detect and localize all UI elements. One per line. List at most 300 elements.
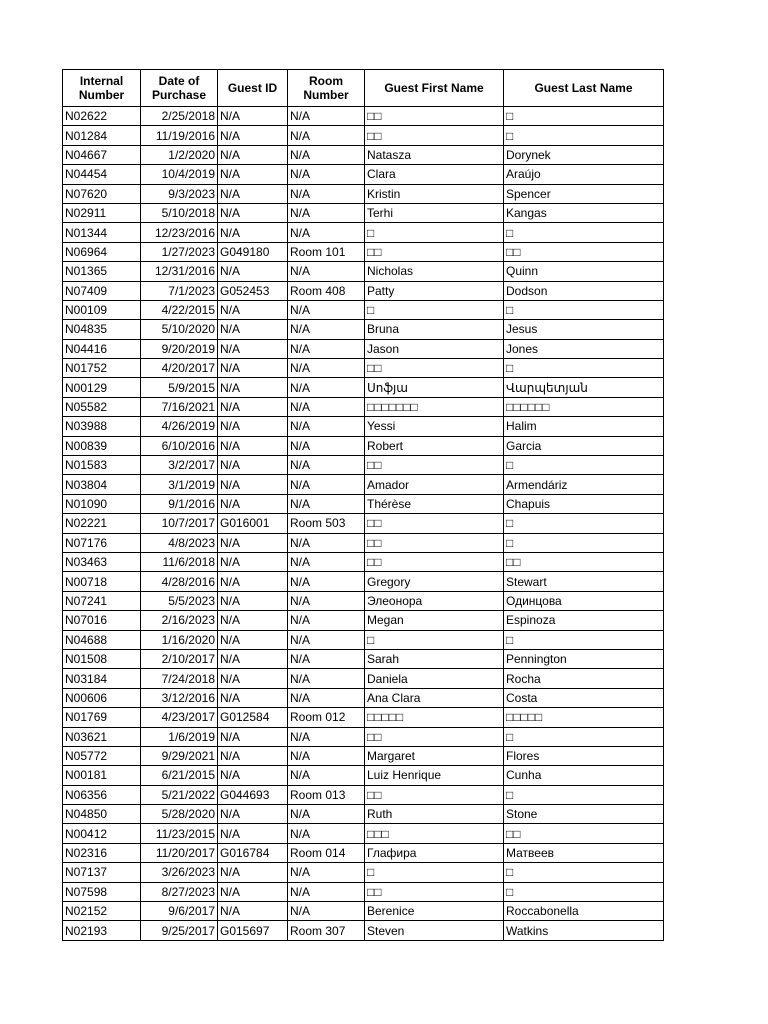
internal-number-cell: N01508	[63, 649, 141, 668]
table-row	[63, 843, 664, 862]
internal-number-cell: N02221	[63, 514, 141, 533]
guest-first-name-cell: □	[365, 630, 504, 649]
room-number-cell: N/A	[288, 766, 365, 785]
table-row	[63, 378, 664, 397]
internal-number-cell: N02193	[63, 921, 141, 940]
table-row	[63, 397, 664, 416]
room-number-cell: N/A	[288, 727, 365, 746]
header-row	[63, 70, 664, 107]
date-of-purchase-cell: 8/27/2023	[141, 882, 218, 901]
table-row	[63, 262, 664, 281]
room-number-cell: N/A	[288, 223, 365, 242]
guest-first-name-cell: Margaret	[365, 746, 504, 765]
table-row	[63, 882, 664, 901]
guest-id-cell: N/A	[218, 126, 288, 145]
guest-id-cell: N/A	[218, 902, 288, 921]
guest-id-cell: N/A	[218, 359, 288, 378]
date-of-purchase-cell: 9/6/2017	[141, 902, 218, 921]
table-row	[63, 921, 664, 940]
date-of-purchase-cell: 2/25/2018	[141, 107, 218, 126]
internal-number-cell: N00718	[63, 572, 141, 591]
date-of-purchase-cell: 5/5/2023	[141, 591, 218, 610]
guest-first-name-cell: Clara	[365, 165, 504, 184]
header-internal-number: Internal Number	[63, 70, 141, 107]
room-number-cell: Room 014	[288, 843, 365, 862]
table-row	[63, 902, 664, 921]
guest-first-name-cell: □	[365, 863, 504, 882]
guest-id-cell: N/A	[218, 863, 288, 882]
guest-last-name-cell: Costa	[504, 688, 664, 707]
internal-number-cell: N07137	[63, 863, 141, 882]
guest-last-name-cell: □	[504, 456, 664, 475]
guest-id-cell: N/A	[218, 669, 288, 688]
date-of-purchase-cell: 7/24/2018	[141, 669, 218, 688]
table-row	[63, 708, 664, 727]
room-number-cell: N/A	[288, 300, 365, 319]
room-number-cell: N/A	[288, 669, 365, 688]
room-number-cell: N/A	[288, 649, 365, 668]
guest-first-name-cell: □□	[365, 242, 504, 261]
guest-last-name-cell: Матвеев	[504, 843, 664, 862]
guest-last-name-cell: Araújo	[504, 165, 664, 184]
room-number-cell: Room 012	[288, 708, 365, 727]
room-number-cell: N/A	[288, 145, 365, 164]
date-of-purchase-cell: 1/27/2023	[141, 242, 218, 261]
guest-last-name-cell: □	[504, 223, 664, 242]
date-of-purchase-cell: 1/6/2019	[141, 727, 218, 746]
guest-id-cell: N/A	[218, 805, 288, 824]
internal-number-cell: N01769	[63, 708, 141, 727]
date-of-purchase-cell: 5/21/2022	[141, 785, 218, 804]
table-row	[63, 417, 664, 436]
header-room-number: Room Number	[288, 70, 365, 107]
guest-id-cell: N/A	[218, 611, 288, 630]
room-number-cell: N/A	[288, 203, 365, 222]
header-guest-first-name: Guest First Name	[365, 70, 504, 107]
table-row	[63, 359, 664, 378]
guest-last-name-cell: □□□□□	[504, 708, 664, 727]
guest-first-name-cell: Ana Clara	[365, 688, 504, 707]
guest-id-cell: N/A	[218, 436, 288, 455]
internal-number-cell: N04688	[63, 630, 141, 649]
internal-number-cell: N06964	[63, 242, 141, 261]
internal-number-cell: N02152	[63, 902, 141, 921]
table-row	[63, 184, 664, 203]
guest-last-name-cell: Halim	[504, 417, 664, 436]
date-of-purchase-cell: 4/8/2023	[141, 533, 218, 552]
table-row	[63, 126, 664, 145]
room-number-cell: Room 013	[288, 785, 365, 804]
internal-number-cell: N07409	[63, 281, 141, 300]
guest-first-name-cell: Berenice	[365, 902, 504, 921]
guest-last-name-cell: □	[504, 863, 664, 882]
internal-number-cell: N04454	[63, 165, 141, 184]
internal-number-cell: N03184	[63, 669, 141, 688]
guest-first-name-cell: Глафира	[365, 843, 504, 862]
table-row	[63, 630, 664, 649]
table-row	[63, 165, 664, 184]
room-number-cell: N/A	[288, 824, 365, 843]
guest-id-cell: N/A	[218, 552, 288, 571]
date-of-purchase-cell: 11/23/2015	[141, 824, 218, 843]
guest-first-name-cell: □□	[365, 882, 504, 901]
date-of-purchase-cell: 9/3/2023	[141, 184, 218, 203]
guest-first-name-cell: Daniela	[365, 669, 504, 688]
guest-id-cell: N/A	[218, 533, 288, 552]
date-of-purchase-cell: 5/10/2018	[141, 203, 218, 222]
date-of-purchase-cell: 4/23/2017	[141, 708, 218, 727]
room-number-cell: N/A	[288, 688, 365, 707]
table-row	[63, 494, 664, 513]
internal-number-cell: N04850	[63, 805, 141, 824]
room-number-cell: Room 101	[288, 242, 365, 261]
date-of-purchase-cell: 12/23/2016	[141, 223, 218, 242]
table-row	[63, 107, 664, 126]
guest-id-cell: N/A	[218, 649, 288, 668]
internal-number-cell: N07016	[63, 611, 141, 630]
internal-number-cell: N06356	[63, 785, 141, 804]
guest-last-name-cell: Jones	[504, 339, 664, 358]
date-of-purchase-cell: 5/10/2020	[141, 320, 218, 339]
date-of-purchase-cell: 2/10/2017	[141, 649, 218, 668]
guest-id-cell: N/A	[218, 378, 288, 397]
guest-first-name-cell: Patty	[365, 281, 504, 300]
guest-id-cell: G016001	[218, 514, 288, 533]
table-row	[63, 320, 664, 339]
guest-last-name-cell: Spencer	[504, 184, 664, 203]
guest-last-name-cell: Rocha	[504, 669, 664, 688]
table-row	[63, 649, 664, 668]
table-row	[63, 339, 664, 358]
date-of-purchase-cell: 11/6/2018	[141, 552, 218, 571]
guest-first-name-cell: Amador	[365, 475, 504, 494]
guest-id-cell: G044693	[218, 785, 288, 804]
guest-last-name-cell: □□	[504, 824, 664, 843]
guest-first-name-cell: Kristin	[365, 184, 504, 203]
room-number-cell: N/A	[288, 882, 365, 901]
room-number-cell: Room 503	[288, 514, 365, 533]
internal-number-cell: N01344	[63, 223, 141, 242]
guest-id-cell: N/A	[218, 300, 288, 319]
room-number-cell: Room 307	[288, 921, 365, 940]
date-of-purchase-cell: 9/25/2017	[141, 921, 218, 940]
room-number-cell: N/A	[288, 165, 365, 184]
guest-last-name-cell: □	[504, 107, 664, 126]
guest-first-name-cell: Nicholas	[365, 262, 504, 281]
date-of-purchase-cell: 4/22/2015	[141, 300, 218, 319]
room-number-cell: N/A	[288, 746, 365, 765]
guest-first-name-cell: □□	[365, 126, 504, 145]
table-row	[63, 824, 664, 843]
room-number-cell: N/A	[288, 630, 365, 649]
internal-number-cell: N03988	[63, 417, 141, 436]
room-number-cell: N/A	[288, 591, 365, 610]
internal-number-cell: N00412	[63, 824, 141, 843]
table-row	[63, 456, 664, 475]
guest-id-cell: N/A	[218, 203, 288, 222]
guest-id-cell: N/A	[218, 766, 288, 785]
guest-last-name-cell: Dorynek	[504, 145, 664, 164]
table-row	[63, 591, 664, 610]
guest-id-cell: G012584	[218, 708, 288, 727]
guest-last-name-cell: □	[504, 514, 664, 533]
guest-purchase-table	[62, 69, 664, 941]
room-number-cell: N/A	[288, 126, 365, 145]
room-number-cell: N/A	[288, 863, 365, 882]
internal-number-cell: N02622	[63, 107, 141, 126]
guest-first-name-cell: Jason	[365, 339, 504, 358]
internal-number-cell: N05772	[63, 746, 141, 765]
internal-number-cell: N04835	[63, 320, 141, 339]
room-number-cell: N/A	[288, 494, 365, 513]
internal-number-cell: N04416	[63, 339, 141, 358]
table-row	[63, 552, 664, 571]
guest-first-name-cell: Ruth	[365, 805, 504, 824]
guest-first-name-cell: □□	[365, 107, 504, 126]
guest-first-name-cell: □□	[365, 514, 504, 533]
date-of-purchase-cell: 7/16/2021	[141, 397, 218, 416]
guest-id-cell: N/A	[218, 475, 288, 494]
date-of-purchase-cell: 9/20/2019	[141, 339, 218, 358]
table-row	[63, 533, 664, 552]
room-number-cell: N/A	[288, 611, 365, 630]
date-of-purchase-cell: 3/12/2016	[141, 688, 218, 707]
guest-first-name-cell: Terhi	[365, 203, 504, 222]
room-number-cell: N/A	[288, 456, 365, 475]
date-of-purchase-cell: 10/7/2017	[141, 514, 218, 533]
guest-last-name-cell: Stewart	[504, 572, 664, 591]
table-row	[63, 281, 664, 300]
guest-id-cell: N/A	[218, 107, 288, 126]
guest-last-name-cell: □	[504, 359, 664, 378]
guest-id-cell: N/A	[218, 572, 288, 591]
internal-number-cell: N01090	[63, 494, 141, 513]
internal-number-cell: N04667	[63, 145, 141, 164]
guest-first-name-cell: Yessi	[365, 417, 504, 436]
table-body	[63, 107, 664, 941]
date-of-purchase-cell: 11/20/2017	[141, 843, 218, 862]
guest-first-name-cell: Bruna	[365, 320, 504, 339]
internal-number-cell: N01284	[63, 126, 141, 145]
guest-id-cell: N/A	[218, 494, 288, 513]
guest-first-name-cell: Սոֆյա	[365, 378, 504, 397]
guest-first-name-cell: □□	[365, 359, 504, 378]
room-number-cell: N/A	[288, 184, 365, 203]
guest-id-cell: N/A	[218, 145, 288, 164]
room-number-cell: N/A	[288, 475, 365, 494]
guest-last-name-cell: Stone	[504, 805, 664, 824]
guest-first-name-cell: □□	[365, 456, 504, 475]
date-of-purchase-cell: 9/29/2021	[141, 746, 218, 765]
internal-number-cell: N00606	[63, 688, 141, 707]
guest-first-name-cell: □□□□□□□	[365, 397, 504, 416]
room-number-cell: N/A	[288, 107, 365, 126]
internal-number-cell: N00129	[63, 378, 141, 397]
date-of-purchase-cell: 3/2/2017	[141, 456, 218, 475]
table-row	[63, 572, 664, 591]
internal-number-cell: N07598	[63, 882, 141, 901]
header-guest-id: Guest ID	[218, 70, 288, 107]
guest-id-cell: N/A	[218, 746, 288, 765]
room-number-cell: N/A	[288, 320, 365, 339]
guest-last-name-cell: Chapuis	[504, 494, 664, 513]
room-number-cell: N/A	[288, 339, 365, 358]
table-row	[63, 727, 664, 746]
room-number-cell: N/A	[288, 572, 365, 591]
table-row	[63, 688, 664, 707]
internal-number-cell: N03621	[63, 727, 141, 746]
guest-first-name-cell: □□	[365, 533, 504, 552]
date-of-purchase-cell: 2/16/2023	[141, 611, 218, 630]
guest-first-name-cell: Luiz Henrique	[365, 766, 504, 785]
internal-number-cell: N03463	[63, 552, 141, 571]
room-number-cell: N/A	[288, 436, 365, 455]
date-of-purchase-cell: 10/4/2019	[141, 165, 218, 184]
guest-id-cell: N/A	[218, 591, 288, 610]
guest-last-name-cell: □	[504, 785, 664, 804]
internal-number-cell: N01752	[63, 359, 141, 378]
guest-id-cell: N/A	[218, 824, 288, 843]
date-of-purchase-cell: 6/21/2015	[141, 766, 218, 785]
guest-id-cell: N/A	[218, 882, 288, 901]
guest-last-name-cell: □	[504, 727, 664, 746]
table-row	[63, 145, 664, 164]
guest-id-cell: G015697	[218, 921, 288, 940]
guest-first-name-cell: Thérèse	[365, 494, 504, 513]
internal-number-cell: N07241	[63, 591, 141, 610]
guest-first-name-cell: Natasza	[365, 145, 504, 164]
date-of-purchase-cell: 7/1/2023	[141, 281, 218, 300]
guest-id-cell: N/A	[218, 223, 288, 242]
guest-last-name-cell: Kangas	[504, 203, 664, 222]
header-date-of-purchase: Date of Purchase	[141, 70, 218, 107]
guest-first-name-cell: Robert	[365, 436, 504, 455]
guest-last-name-cell: Dodson	[504, 281, 664, 300]
table-row	[63, 242, 664, 261]
table-row	[63, 746, 664, 765]
guest-first-name-cell: Элеонора	[365, 591, 504, 610]
guest-id-cell: N/A	[218, 184, 288, 203]
room-number-cell: N/A	[288, 805, 365, 824]
room-number-cell: N/A	[288, 552, 365, 571]
guest-first-name-cell: Sarah	[365, 649, 504, 668]
guest-first-name-cell: □□□□□	[365, 708, 504, 727]
guest-last-name-cell: Roccabonella	[504, 902, 664, 921]
guest-last-name-cell: Garcia	[504, 436, 664, 455]
guest-last-name-cell: Jesus	[504, 320, 664, 339]
date-of-purchase-cell: 6/10/2016	[141, 436, 218, 455]
guest-id-cell: N/A	[218, 339, 288, 358]
guest-id-cell: G049180	[218, 242, 288, 261]
date-of-purchase-cell: 3/1/2019	[141, 475, 218, 494]
guest-last-name-cell: Espinoza	[504, 611, 664, 630]
internal-number-cell: N01583	[63, 456, 141, 475]
date-of-purchase-cell: 12/31/2016	[141, 262, 218, 281]
guest-last-name-cell: Armendáriz	[504, 475, 664, 494]
date-of-purchase-cell: 1/16/2020	[141, 630, 218, 649]
guest-id-cell: N/A	[218, 262, 288, 281]
internal-number-cell: N02316	[63, 843, 141, 862]
guest-first-name-cell: Gregory	[365, 572, 504, 591]
guest-first-name-cell: □	[365, 300, 504, 319]
table-row	[63, 514, 664, 533]
table-row	[63, 475, 664, 494]
guest-first-name-cell: □□□	[365, 824, 504, 843]
guest-last-name-cell: Flores	[504, 746, 664, 765]
guest-id-cell: N/A	[218, 397, 288, 416]
table-row	[63, 766, 664, 785]
room-number-cell: N/A	[288, 397, 365, 416]
date-of-purchase-cell: 3/26/2023	[141, 863, 218, 882]
internal-number-cell: N03804	[63, 475, 141, 494]
guest-last-name-cell: □	[504, 126, 664, 145]
guest-id-cell: N/A	[218, 688, 288, 707]
guest-id-cell: G052453	[218, 281, 288, 300]
guest-last-name-cell: Վարպետյան	[504, 378, 664, 397]
room-number-cell: N/A	[288, 417, 365, 436]
guest-id-cell: N/A	[218, 417, 288, 436]
guest-last-name-cell: □□	[504, 242, 664, 261]
guest-id-cell: N/A	[218, 456, 288, 475]
internal-number-cell: N07176	[63, 533, 141, 552]
date-of-purchase-cell: 4/26/2019	[141, 417, 218, 436]
guest-last-name-cell: Одинцова	[504, 591, 664, 610]
guest-last-name-cell: □	[504, 630, 664, 649]
guest-last-name-cell: □□□□□□	[504, 397, 664, 416]
internal-number-cell: N01365	[63, 262, 141, 281]
date-of-purchase-cell: 4/20/2017	[141, 359, 218, 378]
guest-last-name-cell: □	[504, 300, 664, 319]
header-guest-last-name: Guest Last Name	[504, 70, 664, 107]
date-of-purchase-cell: 1/2/2020	[141, 145, 218, 164]
guest-first-name-cell: □□	[365, 552, 504, 571]
guest-last-name-cell: Cunha	[504, 766, 664, 785]
guest-id-cell: G016784	[218, 843, 288, 862]
table-row	[63, 300, 664, 319]
internal-number-cell: N05582	[63, 397, 141, 416]
table-row	[63, 669, 664, 688]
internal-number-cell: N00181	[63, 766, 141, 785]
internal-number-cell: N00109	[63, 300, 141, 319]
guest-id-cell: N/A	[218, 320, 288, 339]
guest-id-cell: N/A	[218, 165, 288, 184]
guest-first-name-cell: □□	[365, 785, 504, 804]
room-number-cell: N/A	[288, 359, 365, 378]
table-row	[63, 223, 664, 242]
room-number-cell: Room 408	[288, 281, 365, 300]
guest-last-name-cell: Pennington	[504, 649, 664, 668]
guest-first-name-cell: □□	[365, 727, 504, 746]
guest-id-cell: N/A	[218, 630, 288, 649]
room-number-cell: N/A	[288, 902, 365, 921]
internal-number-cell: N02911	[63, 203, 141, 222]
guest-first-name-cell: Megan	[365, 611, 504, 630]
table-row	[63, 611, 664, 630]
table-row	[63, 805, 664, 824]
internal-number-cell: N00839	[63, 436, 141, 455]
guest-id-cell: N/A	[218, 727, 288, 746]
table-row	[63, 436, 664, 455]
guest-first-name-cell: Steven	[365, 921, 504, 940]
guest-first-name-cell: □	[365, 223, 504, 242]
table-row	[63, 863, 664, 882]
internal-number-cell: N07620	[63, 184, 141, 203]
date-of-purchase-cell: 5/9/2015	[141, 378, 218, 397]
table-row	[63, 203, 664, 222]
date-of-purchase-cell: 4/28/2016	[141, 572, 218, 591]
guest-last-name-cell: □	[504, 882, 664, 901]
room-number-cell: N/A	[288, 533, 365, 552]
